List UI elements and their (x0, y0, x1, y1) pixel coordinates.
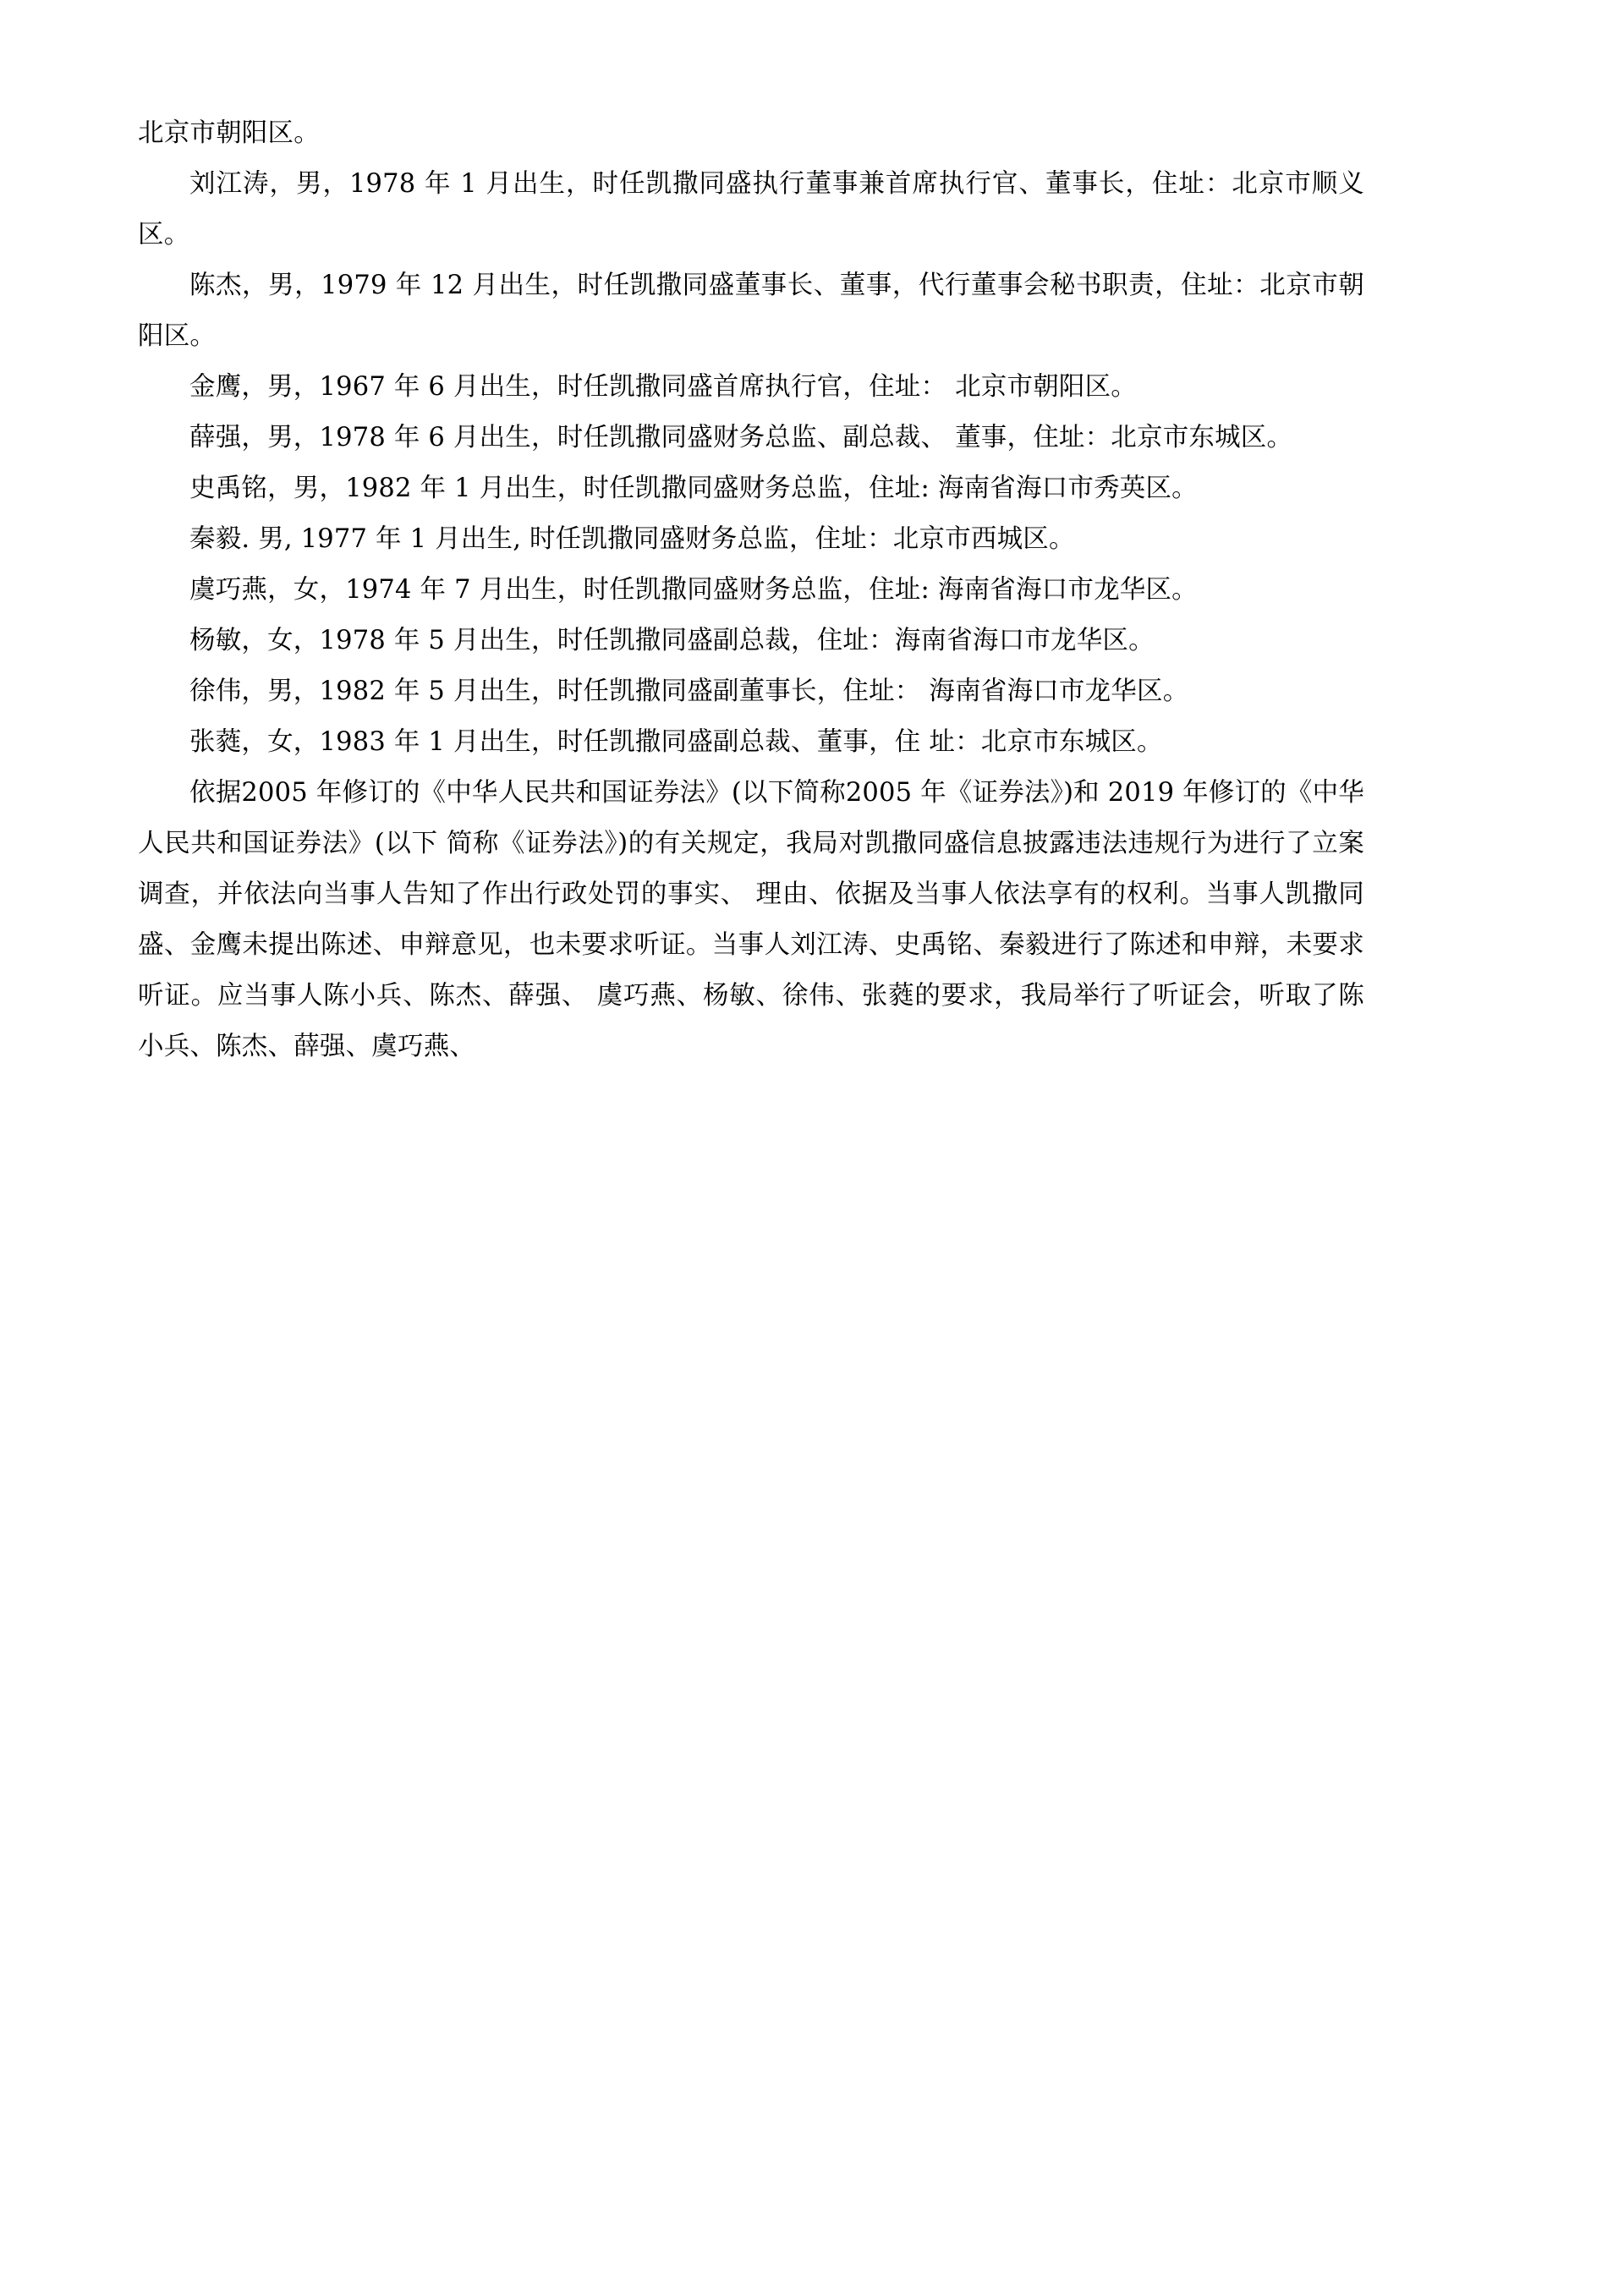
paragraph-person-shi-yuming: 史禹铭，男，1982 年 1 月出生，时任凯撒同盛财务总监，住址: 海南省海口市秀英区。 (189, 474, 1198, 503)
paragraph-person-qin-yi: 秦毅. 男, 1977 年 1 月出生, 时任凯撒同盛财务总监，住址：北京市西城区。 (189, 524, 1075, 554)
paragraph-person-xu-wei: 徐伟，男，1982 年 5 月出生，时任凯撒同盛副董事长，住址： 海南省海口市龙华区。 (189, 677, 1189, 706)
paragraph-person-zhang-rui: 张蕤，女，1983 年 1 月出生，时任凯撒同盛副总裁、董事，住 址：北京市东城区。 (189, 727, 1163, 757)
paragraph-person-liu-jiangtao: 刘江涛，男，1978 年 1 月出生，时任凯撒同盛执行董事兼首席执行官、董事长，住址：北京市顺义区。 (138, 169, 1364, 249)
document-body (138, 108, 1364, 1072)
paragraph-person-chen-jie: 陈杰，男，1979 年 12 月出生，时任凯撒同盛董事长、董事，代行董事会秘书职责，住址：北京市朝阳区。 (138, 271, 1364, 351)
paragraph-person-yu-qiaoyan: 虞巧燕，女，1974 年 7 月出生，时任凯撒同盛财务总监，住址: 海南省海口市龙华区。 (189, 575, 1198, 605)
paragraph-legal-basis-and-procedure: 依据2005 年修订的《中华人民共和国证券法》(以下简称2005 年《证券法》)和 2019 年修订的《中华人民共和国证券法》(以下 简称《证券法》)的有关规定，我局对凯撒同盛信息披露违法违规行为进行了立案调查，并依法向当事人告知了作出行政处罚的事实、 理由、依据及当事人依法享有的权利。当事人凯撒同盛、金鹰未提出陈述、申辩意见，也未要求听证。当事人刘江涛、史禹铭、秦毅进行了陈述和申辩，未要求听证。应当事人陈小兵、陈杰、薛强、 虞巧燕、杨敏、徐伟、张蕤的要求，我局举行了听证会，听取了陈小兵、陈杰、薛强、虞巧燕、 (138, 778, 1364, 1061)
paragraph-person-yang-min: 杨敏，女，1978 年 5 月出生，时任凯撒同盛副总裁，住址：海南省海口市龙华区。 (189, 626, 1155, 655)
paragraph-continuation-address: 北京市朝阳区。 (138, 118, 320, 148)
paragraph-person-xue-qiang: 薛强，男，1978 年 6 月出生，时任凯撒同盛财务总监、副总裁、 董事，住址：北京市东城区。 (189, 423, 1293, 452)
paragraph-person-jin-ying: 金鹰，男，1967 年 6 月出生，时任凯撒同盛首席执行官，住址： 北京市朝阳区。 (189, 372, 1138, 402)
